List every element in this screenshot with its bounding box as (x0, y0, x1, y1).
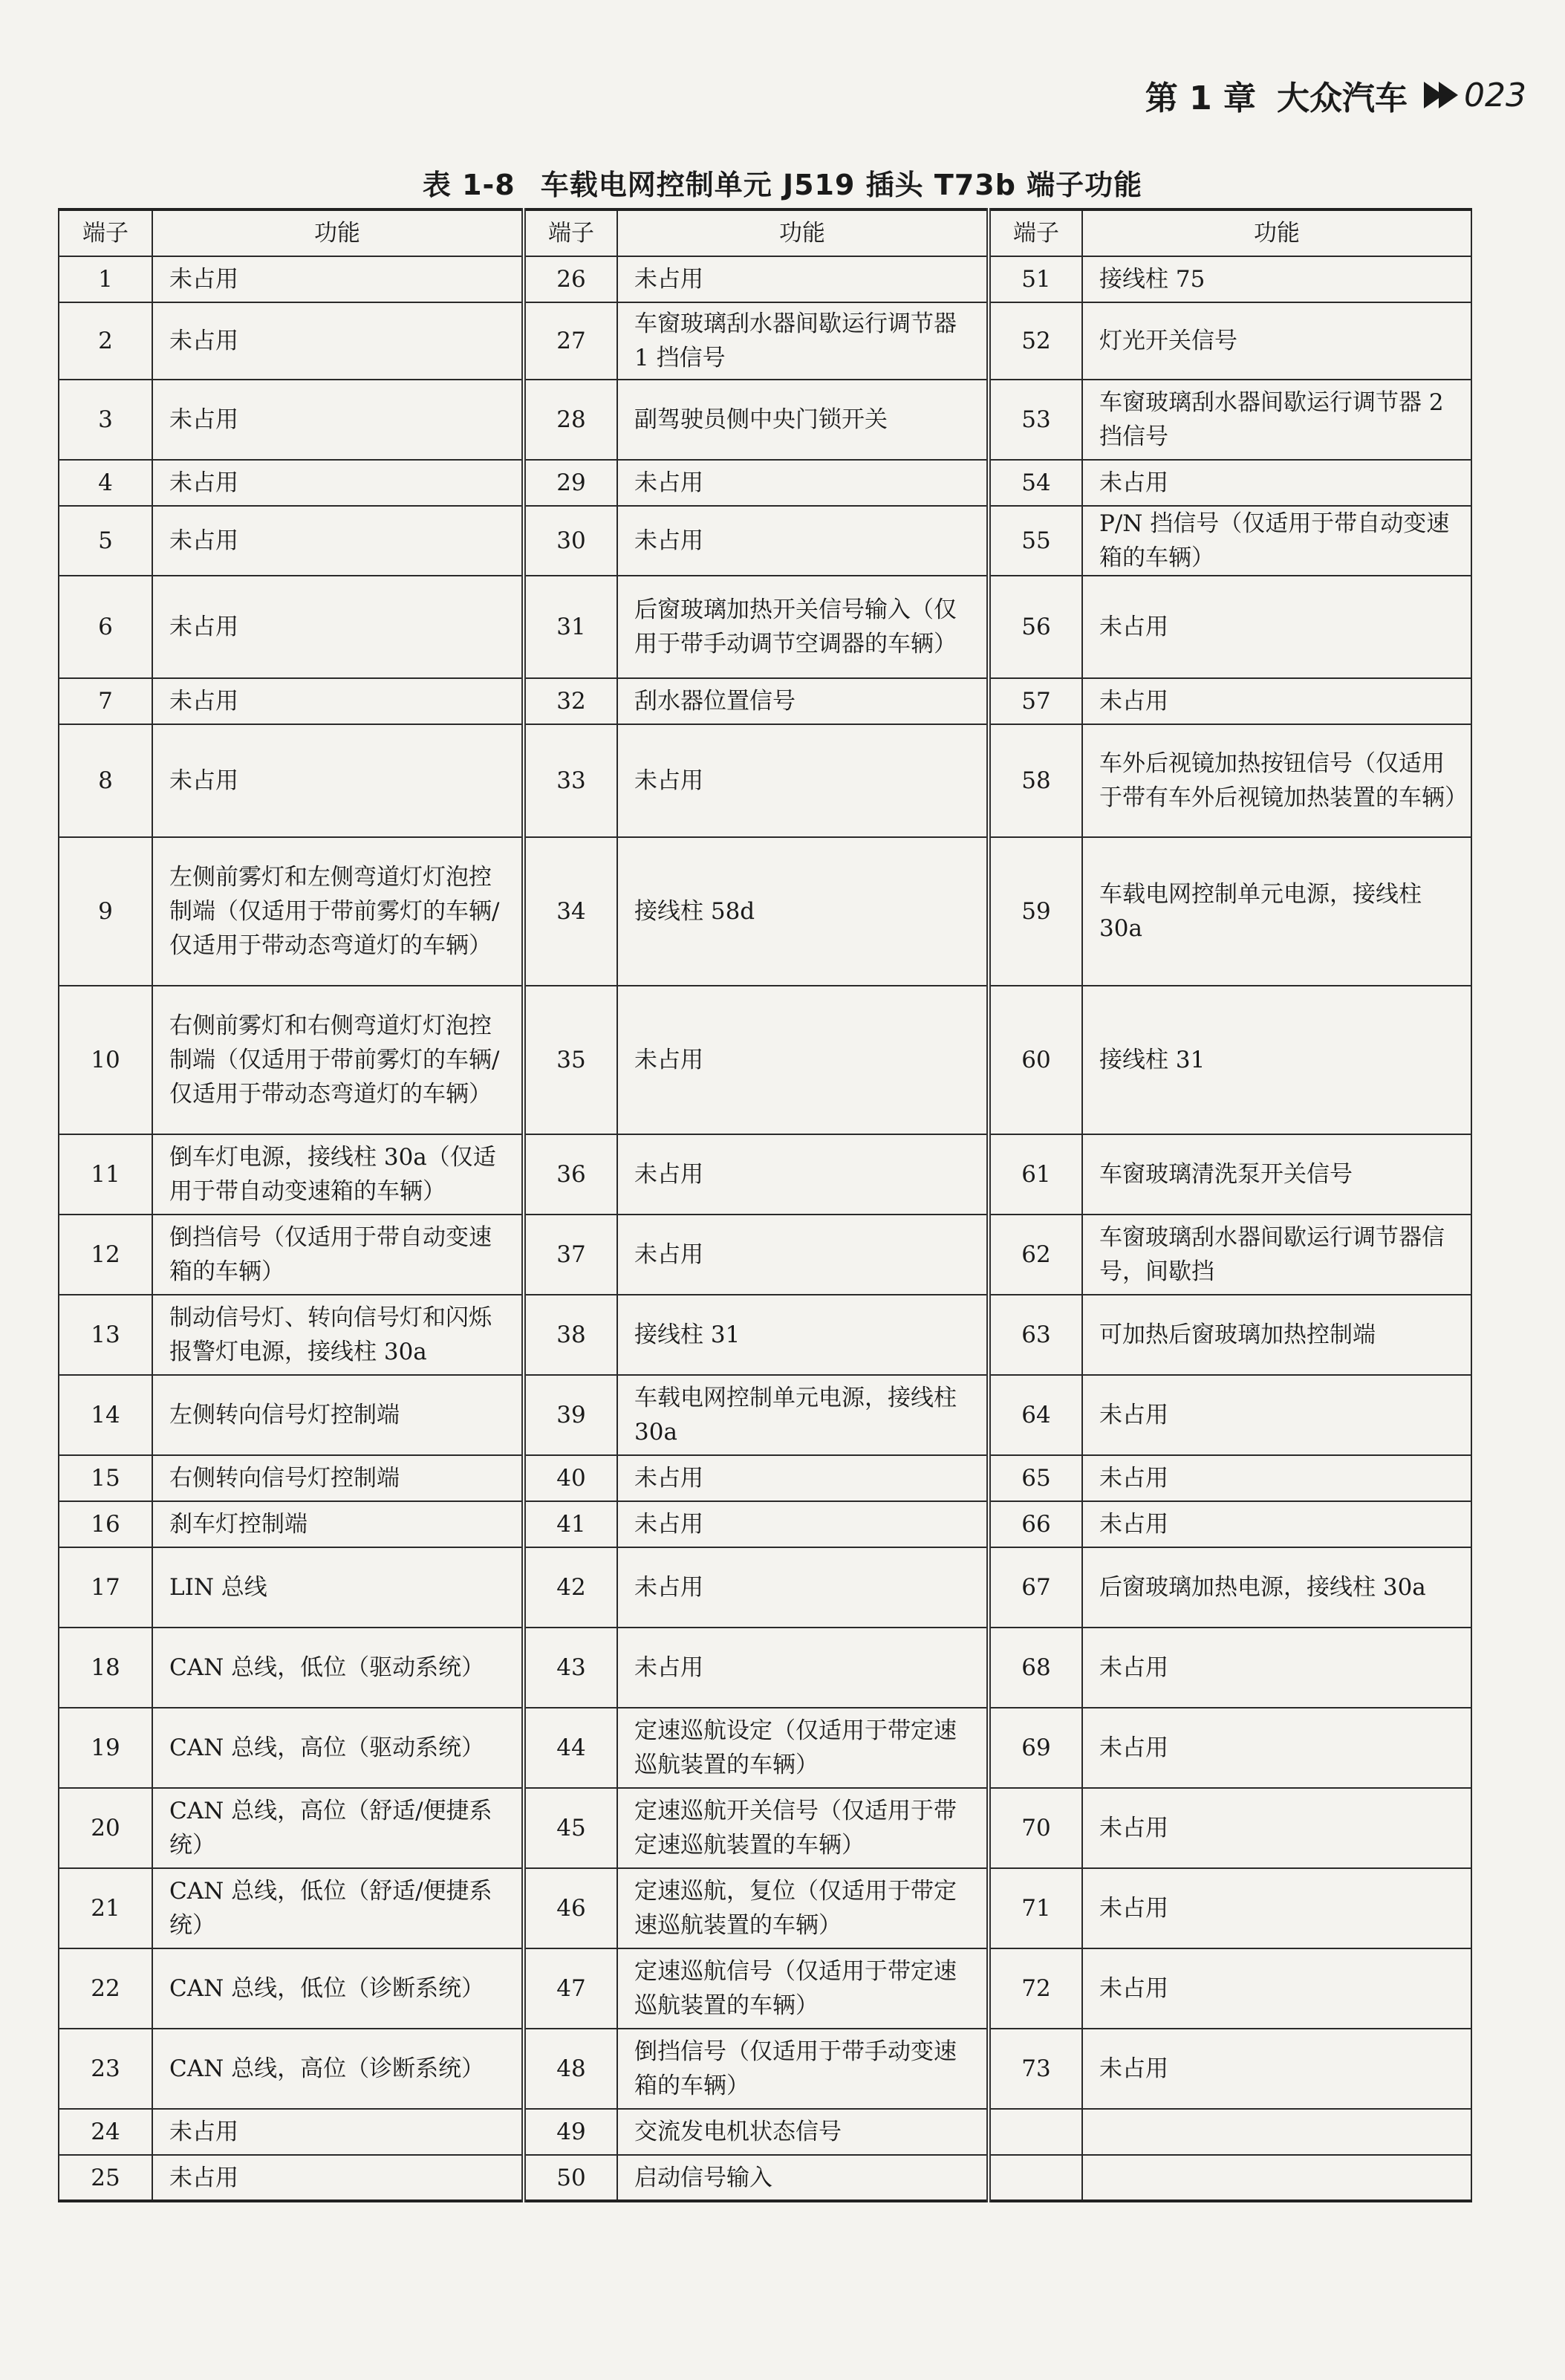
function-cell: CAN 总线，低位（舒适/便捷系统） (152, 1868, 524, 1948)
book-title: 大众汽车 (1277, 79, 1408, 117)
function-cell: 车窗玻璃刮水器间歇运行调节器信号，间歇挡 (1082, 1215, 1471, 1295)
function-cell: 接线柱 31 (1082, 986, 1471, 1134)
header-function: 功能 (1082, 209, 1471, 256)
function-cell: LIN 总线 (152, 1547, 524, 1628)
terminal-cell: 61 (989, 1134, 1082, 1215)
terminal-cell: 66 (989, 1501, 1082, 1547)
terminal-cell: 42 (524, 1547, 617, 1628)
terminal-cell: 22 (59, 1948, 152, 2029)
terminal-cell: 71 (989, 1868, 1082, 1948)
table-row (59, 302, 1471, 380)
table-row (59, 380, 1471, 460)
terminal-cell: 44 (524, 1708, 617, 1788)
function-cell: 未占用 (1082, 576, 1471, 678)
terminal-cell: 41 (524, 1501, 617, 1547)
function-cell: 未占用 (152, 506, 524, 576)
terminal-cell: 55 (989, 506, 1082, 576)
function-cell: 未占用 (1082, 1788, 1471, 1868)
terminal-cell: 31 (524, 576, 617, 678)
function-cell: 未占用 (617, 1547, 989, 1628)
function-cell: 右侧前雾灯和右侧弯道灯灯泡控制端（仅适用于带前雾灯的车辆/仅适用于带动态弯道灯的车辆） (152, 986, 524, 1134)
function-cell: 未占用 (1082, 1501, 1471, 1547)
table-row (59, 1295, 1471, 1375)
function-cell: CAN 总线，低位（诊断系统） (152, 1948, 524, 2029)
table-row (59, 1501, 1471, 1547)
function-cell: 未占用 (152, 2109, 524, 2155)
terminal-cell: 17 (59, 1547, 152, 1628)
function-cell: 可加热后窗玻璃加热控制端 (1082, 1295, 1471, 1375)
function-cell: 未占用 (152, 256, 524, 302)
function-cell: 未占用 (617, 1628, 989, 1708)
terminal-cell: 20 (59, 1788, 152, 1868)
terminal-cell: 23 (59, 2029, 152, 2109)
page-header (1145, 71, 1526, 119)
terminal-cell: 14 (59, 1375, 152, 1455)
function-cell: 未占用 (152, 380, 524, 460)
function-cell: 定速巡航，复位（仅适用于带定速巡航装置的车辆） (617, 1868, 989, 1948)
table-row (59, 1788, 1471, 1868)
function-cell: 车外后视镜加热按钮信号（仅适用于带有车外后视镜加热装置的车辆） (1082, 724, 1471, 837)
terminal-cell: 70 (989, 1788, 1082, 1868)
function-cell: 左侧前雾灯和左侧弯道灯灯泡控制端（仅适用于带前雾灯的车辆/仅适用于带动态弯道灯的车辆） (152, 837, 524, 986)
function-cell: 未占用 (1082, 1375, 1471, 1455)
header-terminal: 端子 (524, 209, 617, 256)
terminal-cell: 48 (524, 2029, 617, 2109)
table-row (59, 576, 1471, 678)
terminal-cell: 6 (59, 576, 152, 678)
terminal-cell: 35 (524, 986, 617, 1134)
terminal-cell: 58 (989, 724, 1082, 837)
function-cell: 未占用 (152, 678, 524, 724)
terminal-cell: 57 (989, 678, 1082, 724)
terminal-cell: 25 (59, 2155, 152, 2201)
table-row (59, 678, 1471, 724)
function-cell (1082, 2109, 1471, 2155)
table-row (59, 1455, 1471, 1501)
terminal-cell: 21 (59, 1868, 152, 1948)
function-cell: 倒挡信号（仅适用于带自动变速箱的车辆） (152, 1215, 524, 1295)
table-row (59, 1215, 1471, 1295)
terminal-cell: 68 (989, 1628, 1082, 1708)
table-row (59, 1628, 1471, 1708)
function-cell: 未占用 (617, 256, 989, 302)
function-cell: 刹车灯控制端 (152, 1501, 524, 1547)
terminal-cell: 9 (59, 837, 152, 986)
terminal-cell: 24 (59, 2109, 152, 2155)
function-cell: 右侧转向信号灯控制端 (152, 1455, 524, 1501)
double-arrow-icon (1424, 82, 1454, 108)
function-cell: 未占用 (617, 1134, 989, 1215)
function-cell: 未占用 (1082, 1708, 1471, 1788)
function-cell: 未占用 (617, 1501, 989, 1547)
header-function: 功能 (617, 209, 989, 256)
terminal-cell: 32 (524, 678, 617, 724)
function-cell: 制动信号灯、转向信号灯和闪烁报警灯电源，接线柱 30a (152, 1295, 524, 1375)
function-cell: 未占用 (617, 1215, 989, 1295)
terminal-cell: 1 (59, 256, 152, 302)
table-row (59, 1868, 1471, 1948)
terminal-cell: 26 (524, 256, 617, 302)
terminal-cell: 72 (989, 1948, 1082, 2029)
function-cell: 未占用 (617, 986, 989, 1134)
terminal-cell: 11 (59, 1134, 152, 1215)
terminal-cell: 43 (524, 1628, 617, 1708)
function-cell: 未占用 (617, 1455, 989, 1501)
terminal-cell: 51 (989, 256, 1082, 302)
terminal-cell: 38 (524, 1295, 617, 1375)
table-row (59, 2109, 1471, 2155)
function-cell: 定速巡航开关信号（仅适用于带定速巡航装置的车辆） (617, 1788, 989, 1868)
function-cell: P/N 挡信号（仅适用于带自动变速箱的车辆） (1082, 506, 1471, 576)
function-cell: 车载电网控制单元电源，接线柱 30a (617, 1375, 989, 1455)
terminal-cell: 62 (989, 1215, 1082, 1295)
terminal-cell: 12 (59, 1215, 152, 1295)
table-row (59, 724, 1471, 837)
table-row (59, 837, 1471, 986)
function-cell: 接线柱 75 (1082, 256, 1471, 302)
terminal-cell: 53 (989, 380, 1082, 460)
function-cell: 启动信号输入 (617, 2155, 989, 2201)
header-terminal: 端子 (989, 209, 1082, 256)
function-cell: 接线柱 58d (617, 837, 989, 986)
function-cell: 倒车灯电源，接线柱 30a（仅适用于带自动变速箱的车辆） (152, 1134, 524, 1215)
function-cell: 未占用 (1082, 460, 1471, 506)
table-row (59, 1375, 1471, 1455)
terminal-cell: 10 (59, 986, 152, 1134)
function-cell: 未占用 (152, 302, 524, 380)
function-cell: 未占用 (152, 724, 524, 837)
function-cell: 车窗玻璃刮水器间歇运行调节器 2 挡信号 (1082, 380, 1471, 460)
table-row (59, 2155, 1471, 2201)
terminal-cell: 8 (59, 724, 152, 837)
function-cell: 车载电网控制单元电源，接线柱 30a (1082, 837, 1471, 986)
function-cell: 后窗玻璃加热电源，接线柱 30a (1082, 1547, 1471, 1628)
terminal-cell: 65 (989, 1455, 1082, 1501)
terminal-cell: 7 (59, 678, 152, 724)
function-cell: CAN 总线，高位（舒适/便捷系统） (152, 1788, 524, 1868)
table-row (59, 1708, 1471, 1788)
header-function: 功能 (152, 209, 524, 256)
terminal-cell: 50 (524, 2155, 617, 2201)
function-cell: 未占用 (1082, 1868, 1471, 1948)
page-number: 023 (1464, 76, 1526, 114)
function-cell: 未占用 (1082, 1948, 1471, 2029)
table-header-row (59, 209, 1471, 256)
terminal-cell: 59 (989, 837, 1082, 986)
function-cell: 后窗玻璃加热开关信号输入（仅用于带手动调节空调器的车辆） (617, 576, 989, 678)
function-cell: 未占用 (617, 506, 989, 576)
terminal-cell: 28 (524, 380, 617, 460)
terminal-cell: 4 (59, 460, 152, 506)
function-cell: 交流发电机状态信号 (617, 2109, 989, 2155)
terminal-cell: 69 (989, 1708, 1082, 1788)
function-cell: 未占用 (1082, 2029, 1471, 2109)
terminal-cell: 13 (59, 1295, 152, 1375)
terminal-cell: 54 (989, 460, 1082, 506)
terminal-cell: 27 (524, 302, 617, 380)
terminal-cell: 15 (59, 1455, 152, 1501)
terminal-cell: 29 (524, 460, 617, 506)
terminal-cell: 73 (989, 2029, 1082, 2109)
function-cell: 未占用 (152, 576, 524, 678)
terminal-cell: 5 (59, 506, 152, 576)
function-cell: 车窗玻璃刮水器间歇运行调节器 1 挡信号 (617, 302, 989, 380)
function-cell: 定速巡航信号（仅适用于带定速巡航装置的车辆） (617, 1948, 989, 2029)
terminal-cell: 60 (989, 986, 1082, 1134)
header-terminal: 端子 (59, 209, 152, 256)
terminal-cell: 45 (524, 1788, 617, 1868)
table-row (59, 506, 1471, 576)
terminal-cell: 33 (524, 724, 617, 837)
function-cell: 左侧转向信号灯控制端 (152, 1375, 524, 1455)
function-cell: 接线柱 31 (617, 1295, 989, 1375)
terminal-function-table (58, 208, 1472, 2202)
terminal-cell: 40 (524, 1455, 617, 1501)
function-cell: 副驾驶员侧中央门锁开关 (617, 380, 989, 460)
terminal-cell (989, 2155, 1082, 2201)
terminal-cell: 49 (524, 2109, 617, 2155)
terminal-cell: 19 (59, 1708, 152, 1788)
function-cell: CAN 总线，高位（驱动系统） (152, 1708, 524, 1788)
table-title: 车载电网控制单元 J519 插头 T73b 端子功能 (540, 169, 1143, 201)
terminal-cell: 36 (524, 1134, 617, 1215)
function-cell: 定速巡航设定（仅适用于带定速巡航装置的车辆） (617, 1708, 989, 1788)
terminal-cell: 2 (59, 302, 152, 380)
terminal-cell: 34 (524, 837, 617, 986)
terminal-cell: 30 (524, 506, 617, 576)
function-cell: 刮水器位置信号 (617, 678, 989, 724)
function-cell: 未占用 (617, 724, 989, 837)
table-row (59, 1547, 1471, 1628)
function-cell: 未占用 (1082, 1455, 1471, 1501)
terminal-cell: 63 (989, 1295, 1082, 1375)
function-cell: 倒挡信号（仅适用于带手动变速箱的车辆） (617, 2029, 989, 2109)
table-row (59, 1948, 1471, 2029)
terminal-cell: 18 (59, 1628, 152, 1708)
terminal-cell: 3 (59, 380, 152, 460)
function-cell: 车窗玻璃清洗泵开关信号 (1082, 1134, 1471, 1215)
terminal-cell: 64 (989, 1375, 1082, 1455)
terminal-cell: 67 (989, 1547, 1082, 1628)
function-cell: 未占用 (1082, 678, 1471, 724)
function-cell: 灯光开关信号 (1082, 302, 1471, 380)
terminal-cell: 37 (524, 1215, 617, 1295)
function-cell: CAN 总线，低位（驱动系统） (152, 1628, 524, 1708)
table-row (59, 2029, 1471, 2109)
terminal-cell: 46 (524, 1868, 617, 1948)
terminal-cell: 16 (59, 1501, 152, 1547)
function-cell: CAN 总线，高位（诊断系统） (152, 2029, 524, 2109)
table-row (59, 986, 1471, 1134)
function-cell: 未占用 (152, 460, 524, 506)
table-number: 表 1-8 (422, 169, 515, 201)
function-cell (1082, 2155, 1471, 2201)
function-cell: 未占用 (1082, 1628, 1471, 1708)
terminal-cell: 52 (989, 302, 1082, 380)
function-cell: 未占用 (152, 2155, 524, 2201)
table-caption (0, 162, 1565, 203)
function-cell: 未占用 (617, 460, 989, 506)
table-row (59, 256, 1471, 302)
terminal-cell: 39 (524, 1375, 617, 1455)
terminal-cell: 56 (989, 576, 1082, 678)
terminal-cell: 47 (524, 1948, 617, 2029)
table-row (59, 1134, 1471, 1215)
table-row (59, 460, 1471, 506)
terminal-cell (989, 2109, 1082, 2155)
chapter-label: 第 1 章 (1145, 79, 1257, 117)
